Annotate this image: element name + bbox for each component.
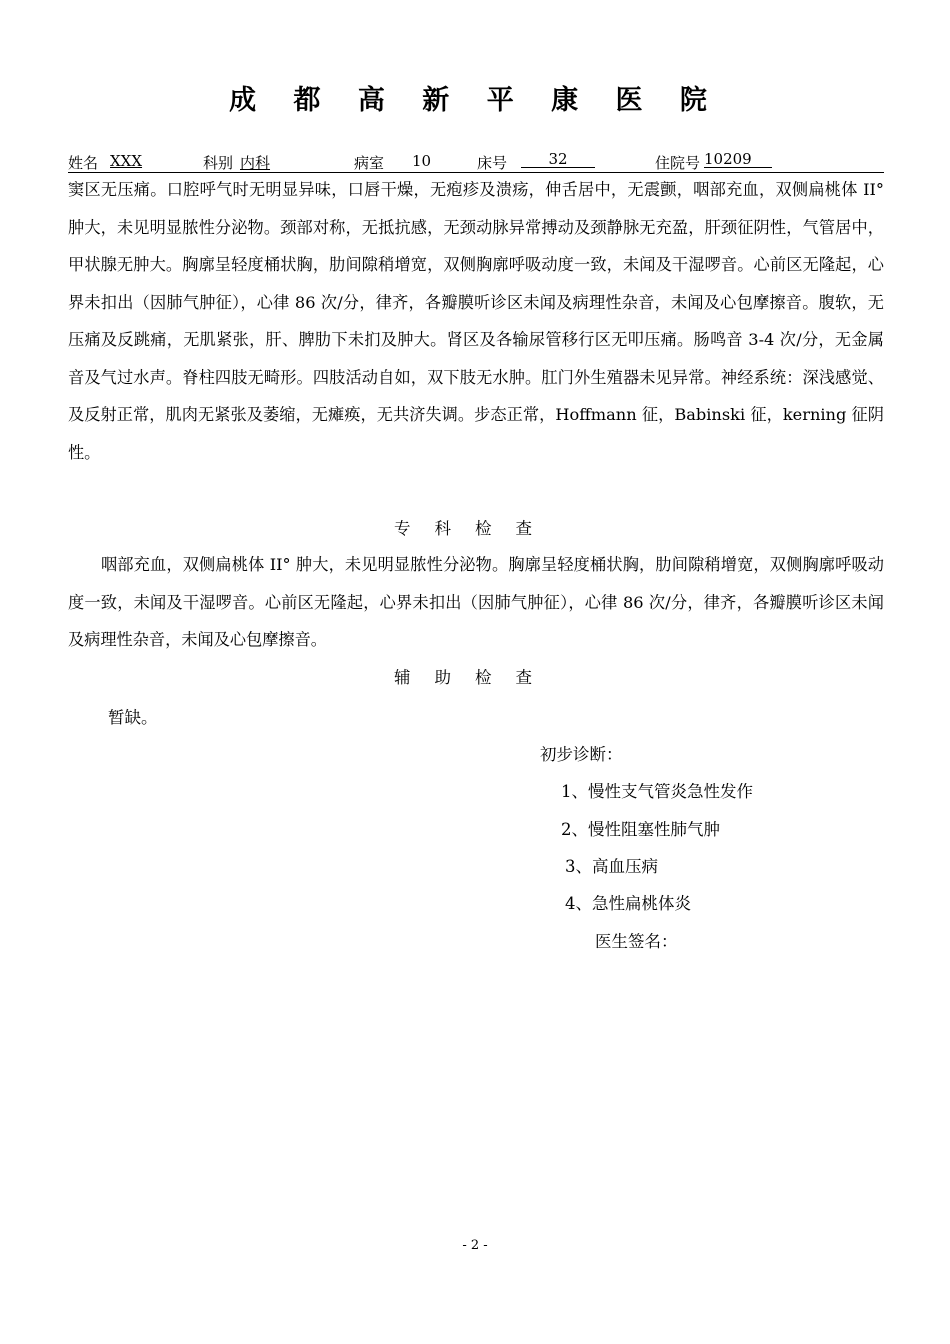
diagnosis-item: 4、急性扁桃体炎: [565, 894, 691, 913]
physical-exam-text: 窦区无压痛。口腔呼气时无明显异味，口唇干燥，无疱疹及溃疡，伸舌居中，无震颤，咽部充血，双侧扁桃体 II° 肿大，未见明显脓性分泌物。颈部对称，无抵抗感，无颈动脉异常搏动及颈静脉无充盈，肝颈征阴性，气管居中，甲状腺无肿大。胸廓呈轻度桶状胸，肋间隙稍增宽，双侧胸廓呼吸动度一致，未闻及干湿啰音。心前区无隆起，心界未扣出（因肺气肿征），心律 86 次/分，律齐，各瓣膜听诊区未闻及病理性杂音，未闻及心包摩擦音。腹软，无压痛及反跳痛，无肌紧张，肝、脾肋下未扪及肿大。肾区及各输尿管移行区无叩压痛。肠鸣音 3-4 次/分，无金属音及气过水声。脊柱四肢无畸形。四肢活动自如，双下肢无水肿。肛门外生殖器未见异常。神经系统：深浅感觉、及反射正常，肌肉无紧张及萎缩，无瘫痪，无共济失调。步态正常，Hoffmann 征，Babinski 征，kerning 征阴性。: [68, 180, 884, 462]
auxiliary-exam-text: 暂缺。: [108, 708, 158, 727]
admission-label: 住院号: [655, 154, 701, 172]
ward-label: 病室: [354, 154, 385, 172]
name-label: 姓名: [68, 154, 99, 172]
specialty-exam-heading: 专科检查: [394, 519, 556, 538]
page-number: - 2 -: [462, 1238, 488, 1253]
doctor-signature-label: 医生签名：: [595, 932, 678, 951]
dept-label: 科别: [203, 154, 234, 172]
bed-label: 床号: [477, 154, 508, 172]
hospital-title: 成 都 高 新 平 康 医 院: [229, 85, 721, 116]
diagnosis-item: 3、高血压病: [565, 857, 658, 876]
admission-value: 10209: [704, 152, 772, 168]
name-value: XXX: [110, 152, 143, 170]
diagnosis-label: 初步诊断：: [540, 745, 623, 764]
specialty-exam-text: 咽部充血，双侧扁桃体 II° 肿大，未见明显脓性分泌物。胸廓呈轻度桶状胸，肋间隙稍增宽，双侧胸廓呼吸动度一致，未闻及干湿啰音。心前区无隆起，心界未扣出（因肺气肿征），心律 86 次/分，律齐，各瓣膜听诊区未闻及病理性杂音，未闻及心包摩擦音。: [68, 555, 884, 649]
patient-header: [68, 150, 884, 173]
ward-value: 10: [412, 152, 432, 170]
bed-value: 32: [521, 152, 595, 168]
diagnosis-item: 2、慢性阻塞性肺气肿: [561, 820, 720, 839]
auxiliary-exam-heading: 辅助检查: [394, 668, 556, 687]
diagnosis-item: 1、慢性支气管炎急性发作: [561, 782, 753, 801]
dept-value: 内科: [240, 154, 271, 172]
